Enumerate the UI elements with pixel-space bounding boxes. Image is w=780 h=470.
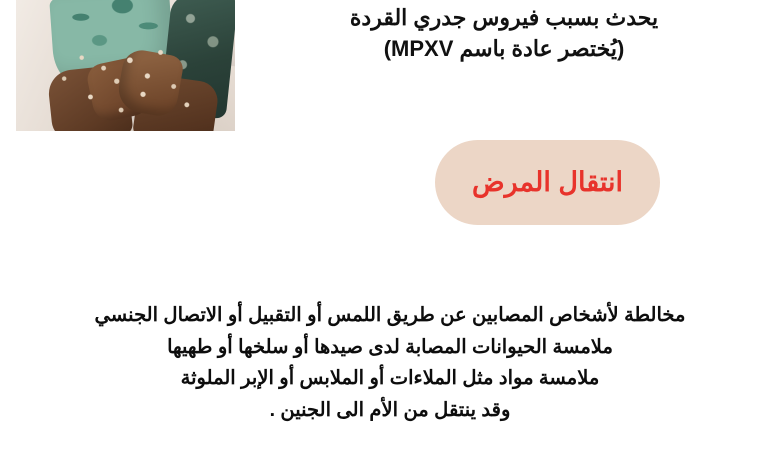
monkeypox-rash-photo	[16, 0, 235, 131]
headline-line-1: يحدث بسبب فيروس جدري القردة	[349, 5, 659, 30]
headline	[244, 2, 764, 64]
transmission-line-4: وقد ينتقل من الأم الى الجنين .	[269, 398, 511, 421]
transmission-badge: انتقال المرض	[435, 140, 660, 225]
transmission-line-3: ملامسة مواد مثل الملاءات أو الملابس أو الإبر الملوثة	[180, 367, 600, 390]
section-badge-container	[435, 140, 660, 225]
transmission-line-1: مخالطة لأشخاص المصابين عن طريق اللمس أو التقبيل أو الاتصال الجنسي	[94, 304, 686, 326]
headline-line-2: (يُختصر عادة باسم MPXV)	[383, 36, 625, 62]
transmission-list	[0, 300, 780, 426]
skin-lesions-overlay	[16, 0, 235, 131]
transmission-line-2: ملامسة الحيوانات المصابة لدى صيدها أو سلخها أو طهيها	[167, 335, 613, 358]
